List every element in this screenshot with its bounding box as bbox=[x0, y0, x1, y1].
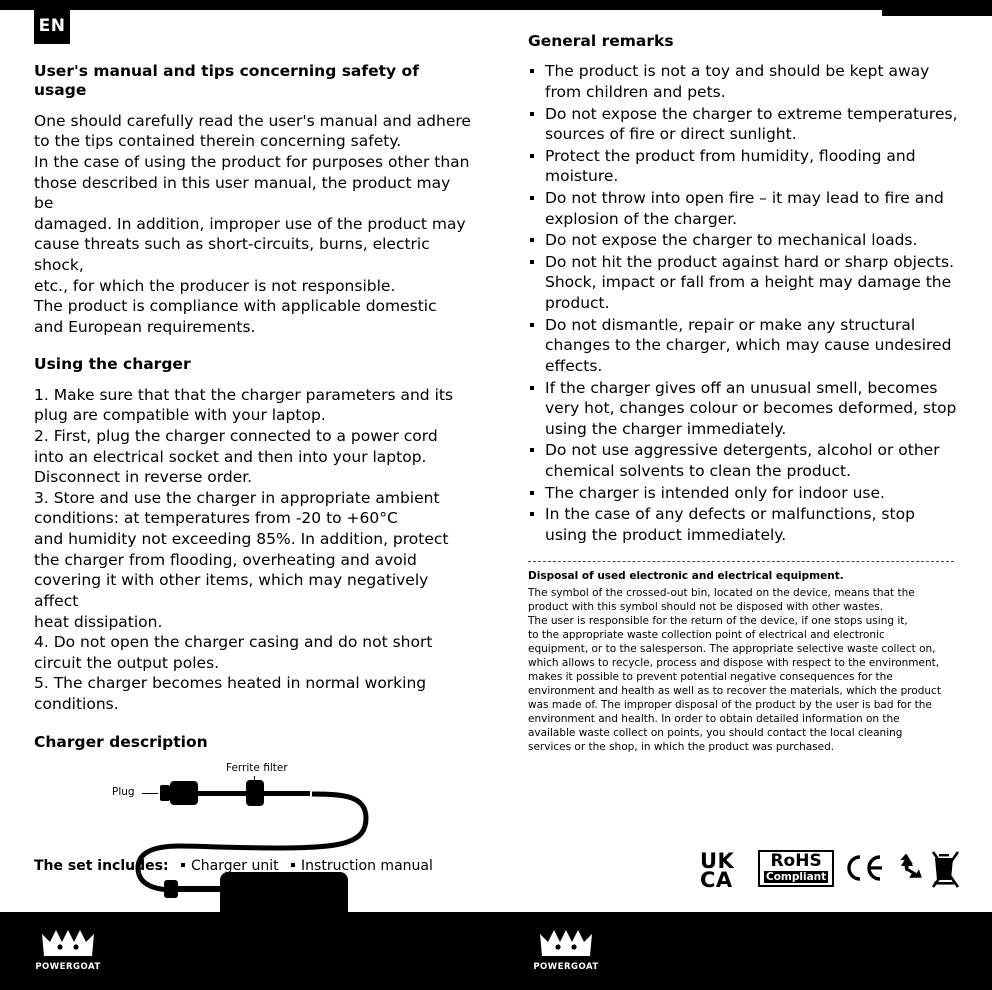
list-item-text: Do not dismantle, repair or make any structural changes to the charger, which may cause undesired effects. bbox=[545, 315, 952, 375]
manual-line: to the tips contained therein concerning safety. bbox=[34, 132, 402, 151]
bullet-square-icon bbox=[530, 238, 534, 242]
top-black-bar bbox=[0, 0, 992, 10]
crossed-out-bin-icon bbox=[932, 850, 962, 894]
using-line: the charger from flooding, overheating and avoid bbox=[34, 550, 417, 569]
list-item-text: Do not expose the charger to mechanical loads. bbox=[545, 231, 918, 250]
manual-heading: User's manual and tips concerning safety of usage bbox=[34, 62, 419, 100]
top-right-black-block bbox=[882, 0, 992, 16]
disposal-heading: Disposal of used electronic and electrical equipment. bbox=[528, 570, 844, 583]
list-item bbox=[528, 230, 960, 251]
list-item bbox=[528, 315, 960, 377]
right-column bbox=[528, 32, 960, 754]
list-item bbox=[528, 252, 960, 314]
left-column bbox=[34, 62, 474, 947]
ukca-line1: UK bbox=[700, 849, 735, 873]
disposal-line: equipment, or to the salesperson. The appropriate selective waste collect on, bbox=[528, 642, 936, 655]
disposal-line: environment and health as well as to recover the materials, which the product bbox=[528, 684, 941, 697]
list-item-text: Do not expose the charger to extreme temperatures, sources of fire or direct sunlight. bbox=[545, 104, 958, 144]
bullet-square-icon bbox=[291, 863, 295, 867]
ferrite-filter-label: Ferrite filter bbox=[226, 761, 288, 774]
brand-logo bbox=[528, 926, 604, 976]
using-line: covering it with other items, which may negatively affect bbox=[34, 571, 429, 610]
bullet-square-icon bbox=[530, 112, 534, 116]
ukca-mark-icon bbox=[700, 849, 735, 893]
brand-name: POWERGOAT bbox=[533, 962, 599, 972]
disposal-line: to the appropriate waste collection point of electrical and electronic bbox=[528, 628, 885, 641]
list-item-text: Protect the product from humidity, flooding and moisture. bbox=[545, 146, 916, 186]
using-line: heat dissipation. bbox=[34, 612, 163, 631]
charger-connector bbox=[164, 880, 178, 898]
using-line: 5. The charger becomes heated in normal working bbox=[34, 674, 427, 693]
general-remarks-heading: General remarks bbox=[528, 32, 674, 50]
bullet-square-icon bbox=[530, 448, 534, 452]
disposal-line: services or the shop, in which the product was purchased. bbox=[528, 740, 835, 753]
using-line: 2. First, plug the charger connected to a power cord bbox=[34, 427, 438, 446]
list-item bbox=[528, 440, 960, 481]
recycle-icon bbox=[890, 854, 924, 888]
bullet-square-icon bbox=[530, 69, 534, 73]
list-item-text: Do not use aggressive detergents, alcohol or other chemical solvents to clean the product. bbox=[545, 441, 940, 480]
set-includes bbox=[34, 858, 433, 874]
manual-line: One should carefully read the user's manual and adhere bbox=[34, 111, 471, 130]
list-item bbox=[528, 504, 960, 545]
list-item-text: The product is not a toy and should be kept away from children and pets. bbox=[545, 62, 930, 101]
disposal-line: available waste collect on points, you should contact the local cleaning bbox=[528, 726, 903, 739]
list-item bbox=[528, 483, 960, 504]
set-includes-item: Instruction manual bbox=[301, 858, 433, 874]
certification-marks bbox=[700, 846, 966, 898]
list-item-text: If the charger gives off an unusual smell, becomes very hot, changes colour or becomes deformed, stop using the charger immediately. bbox=[545, 378, 957, 438]
manual-line: cause threats such as short-circuits, burns, electric shock, bbox=[34, 235, 430, 275]
general-remarks-list bbox=[528, 61, 960, 545]
using-line: conditions: at temperatures from -20 to +60°C bbox=[34, 509, 398, 528]
bullet-square-icon bbox=[530, 491, 534, 495]
disposal-line: was made of. The improper disposal of the product by the user is bad for the bbox=[528, 698, 932, 711]
bullet-square-icon bbox=[530, 154, 534, 158]
bullet-square-icon bbox=[181, 863, 185, 867]
using-line: 3. Store and use the charger in appropriate ambient bbox=[34, 488, 440, 507]
list-item-text: The charger is intended only for indoor use. bbox=[545, 483, 885, 502]
plug-label: Plug bbox=[112, 785, 135, 798]
ce-mark-icon bbox=[846, 854, 884, 886]
using-line: Disconnect in reverse order. bbox=[34, 468, 253, 487]
charger-output-cable bbox=[174, 886, 222, 892]
using-line: and humidity not exceeding 85%. In addition, protect bbox=[34, 530, 449, 549]
disposal-line: The symbol of the crossed-out bin, located on the device, means that the bbox=[528, 587, 915, 600]
language-badge: EN bbox=[34, 8, 70, 44]
manual-paragraph bbox=[34, 111, 474, 338]
list-item bbox=[528, 188, 960, 229]
disposal-text bbox=[528, 587, 960, 754]
using-line: 4. Do not open the charger casing and do not short bbox=[34, 633, 433, 652]
disposal-line: makes it possible to prevent potential negative consequences for the bbox=[528, 670, 893, 683]
rohs-line2: Compliant bbox=[766, 871, 827, 883]
manual-line: damaged. In addition, improper use of the product may bbox=[34, 214, 466, 233]
using-charger-steps bbox=[34, 385, 474, 715]
list-item bbox=[528, 104, 960, 145]
bottom-black-bar bbox=[0, 912, 992, 990]
rohs-line1: RoHS bbox=[770, 851, 822, 871]
list-item bbox=[528, 378, 960, 440]
section-divider bbox=[528, 561, 954, 562]
bullet-square-icon bbox=[530, 196, 534, 200]
list-item bbox=[528, 146, 960, 187]
using-charger-heading: Using the charger bbox=[34, 355, 191, 374]
disposal-line: which allows to recycle, process and dispose with respect to the environment, bbox=[528, 656, 940, 669]
list-item-text: In the case of any defects or malfunctions, stop using the product immediately. bbox=[545, 505, 915, 544]
list-item-text: Do not hit the product against hard or sharp objects. Shock, impact or fall from a height may damage the product. bbox=[545, 252, 955, 313]
rohs-mark-icon bbox=[758, 850, 834, 887]
brand-logo bbox=[30, 926, 106, 976]
set-includes-label: The set includes: bbox=[34, 858, 169, 874]
manual-line: The product is compliance with applicable domestic bbox=[34, 297, 437, 316]
list-item-text: Do not throw into open fire – it may lead to fire and explosion of the charger. bbox=[545, 189, 944, 228]
using-line: plug are compatible with your laptop. bbox=[34, 406, 326, 425]
list-item bbox=[528, 61, 960, 102]
using-line: circuit the output poles. bbox=[34, 653, 220, 672]
using-line: into an electrical socket and then into your laptop. bbox=[34, 447, 427, 466]
using-line: 1. Make sure that that the charger parameters and its bbox=[34, 385, 454, 404]
manual-line: and European requirements. bbox=[34, 317, 256, 336]
bullet-square-icon bbox=[530, 260, 534, 264]
charger-description-heading: Charger description bbox=[34, 732, 208, 751]
manual-line: those described in this user manual, the product may be bbox=[34, 173, 451, 213]
manual-line: In the case of using the product for purposes other than bbox=[34, 152, 470, 171]
manual-line: etc., for which the producer is not responsible. bbox=[34, 276, 396, 295]
brand-name: POWERGOAT bbox=[35, 962, 101, 972]
bullet-square-icon bbox=[530, 323, 534, 327]
bullet-square-icon bbox=[530, 386, 534, 390]
using-line: conditions. bbox=[34, 694, 119, 713]
bullet-square-icon bbox=[530, 512, 534, 516]
disposal-line: environment and health. In order to obtain detailed information on the bbox=[528, 712, 900, 725]
disposal-line: The user is responsible for the return of the device, if one stops using it, bbox=[528, 614, 908, 627]
disposal-line: product with this symbol should not be disposed with other wastes. bbox=[528, 600, 884, 613]
ukca-line2: CA bbox=[700, 868, 733, 893]
set-includes-item: Charger unit bbox=[191, 858, 279, 874]
